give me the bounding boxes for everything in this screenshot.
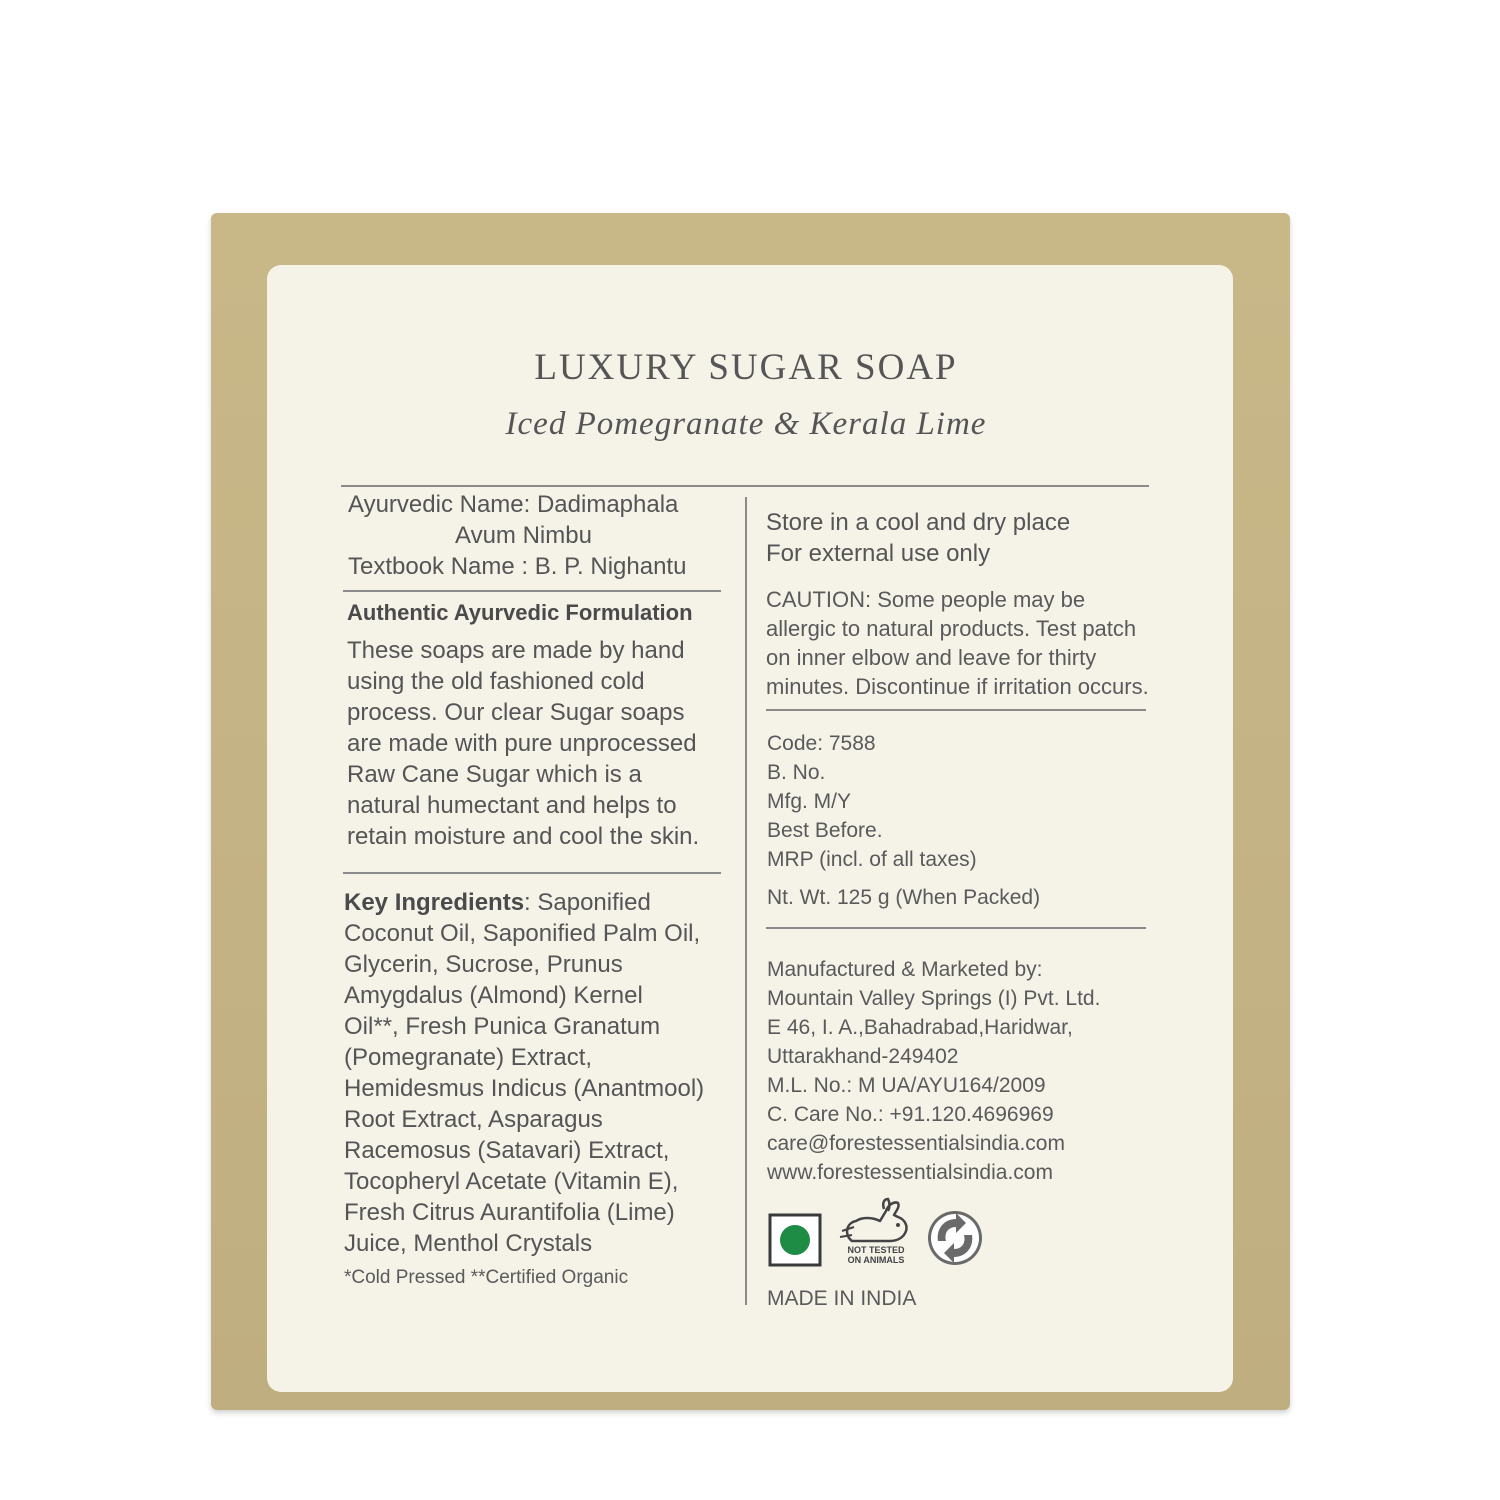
ayurvedic-name-label: Ayurvedic Name: — [348, 491, 531, 518]
batch-line: Code: 7588 — [767, 732, 876, 755]
formulation-line: These soaps are made by hand — [347, 637, 685, 664]
product-subtitle: Iced Pomegranate & Kerala Lime — [505, 406, 987, 442]
net-weight: Nt. Wt. 125 g (When Packed) — [767, 886, 1041, 909]
column-divider — [745, 497, 747, 1305]
ayurvedic-name-value-2: Avum Nimbu — [455, 522, 592, 549]
ingredients-text — [344, 918, 704, 1259]
right-divider-1 — [766, 709, 1146, 711]
ingredients-label: Key Ingredients — [344, 889, 525, 916]
footnote: *Cold Pressed **Certified Organic — [344, 1267, 629, 1288]
storage-line: Store in a cool and dry place — [766, 509, 1071, 536]
storage-line: For external use only — [766, 540, 991, 567]
maker-line: Mountain Valley Springs (I) Pvt. Ltd. — [767, 987, 1101, 1010]
batch-line: Best Before. — [767, 819, 883, 842]
rabbit-not-tested-icon — [838, 1197, 914, 1269]
caution-line: minutes. Discontinue if irritation occurs. — [766, 674, 1149, 699]
ingredients-line: Coconut Oil, Saponified Palm Oil, — [344, 920, 701, 947]
maker-line: M.L. No.: M UA/AYU164/2009 — [767, 1074, 1046, 1097]
ingredients-line: (Pomegranate) Extract, — [344, 1044, 593, 1071]
caution-line: CAUTION: Some people may be — [766, 587, 1086, 612]
formulation-heading: Authentic Ayurvedic Formulation — [347, 600, 693, 625]
right-divider-2 — [766, 927, 1146, 929]
ingredients-line: Amygdalus (Almond) Kernel — [344, 982, 643, 1009]
formulation-text — [347, 635, 699, 852]
product-title: LUXURY SUGAR SOAP — [534, 347, 958, 388]
left-divider-1 — [343, 590, 721, 592]
not-tested-line-2: ON ANIMALS — [847, 1255, 905, 1265]
caution-line: on inner elbow and leave for thirty — [766, 645, 1097, 670]
caution-line: allergic to natural products. Test patch — [766, 616, 1137, 641]
textbook-name-label: Textbook Name : — [348, 553, 529, 580]
formulation-line: retain moisture and cool the skin. — [347, 823, 700, 850]
ayurvedic-name — [348, 489, 678, 520]
made-in-india: MADE IN INDIA — [767, 1287, 917, 1310]
formulation-line: Raw Cane Sugar which is a — [347, 761, 642, 788]
top-divider — [341, 485, 1149, 487]
ayurvedic-name-value: Dadimaphala — [536, 491, 679, 518]
ingredients-line: Tocopheryl Acetate (Vitamin E), — [344, 1168, 679, 1195]
textbook-name — [348, 551, 686, 582]
maker-line: care@forestessentialsindia.com — [767, 1132, 1065, 1155]
maker-text — [767, 955, 1100, 1187]
ingredients-line: Fresh Citrus Aurantifolia (Lime) — [344, 1199, 675, 1226]
ingredients-first: : Saponified — [524, 889, 651, 916]
batch-line: B. No. — [767, 761, 826, 784]
maker-line: C. Care No.: +91.120.4696969 — [767, 1103, 1054, 1126]
maker-line: www.forestessentialsindia.com — [767, 1161, 1053, 1184]
ingredients-line: Root Extract, Asparagus — [344, 1106, 603, 1133]
maker-line: E 46, I. A.,Bahadrabad,Haridwar, — [767, 1016, 1073, 1039]
not-tested-line-1: NOT TESTED — [847, 1245, 905, 1255]
textbook-name-value: B. P. Nighantu — [534, 553, 687, 580]
storage-text — [766, 507, 1070, 569]
formulation-line: are made with pure unprocessed — [347, 730, 697, 757]
caution-text — [766, 585, 1149, 701]
formulation-line: natural humectant and helps to — [347, 792, 677, 819]
formulation-line: process. Our clear Sugar soaps — [347, 699, 685, 726]
ingredients-line: Oil**, Fresh Punica Granatum — [344, 1013, 661, 1040]
recycle-icon — [926, 1209, 984, 1267]
formulation-line: using the old fashioned cold — [347, 668, 645, 695]
ingredients-line: Racemosus (Satavari) Extract, — [344, 1137, 670, 1164]
batch-text — [767, 729, 977, 874]
vegetarian-mark-icon — [768, 1213, 822, 1267]
ingredients-line: Juice, Menthol Crystals — [344, 1230, 593, 1257]
left-divider-2 — [343, 872, 721, 874]
maker-line: Manufactured & Marketed by: — [767, 958, 1043, 981]
batch-line: MRP (incl. of all taxes) — [767, 848, 977, 871]
batch-line: Mfg. M/Y — [767, 790, 852, 813]
ingredients-first-line — [344, 887, 651, 918]
maker-line: Uttarakhand-249402 — [767, 1045, 959, 1068]
ingredients-line: Glycerin, Sucrose, Prunus — [344, 951, 623, 978]
ingredients-line: Hemidesmus Indicus (Anantmool) — [344, 1075, 705, 1102]
